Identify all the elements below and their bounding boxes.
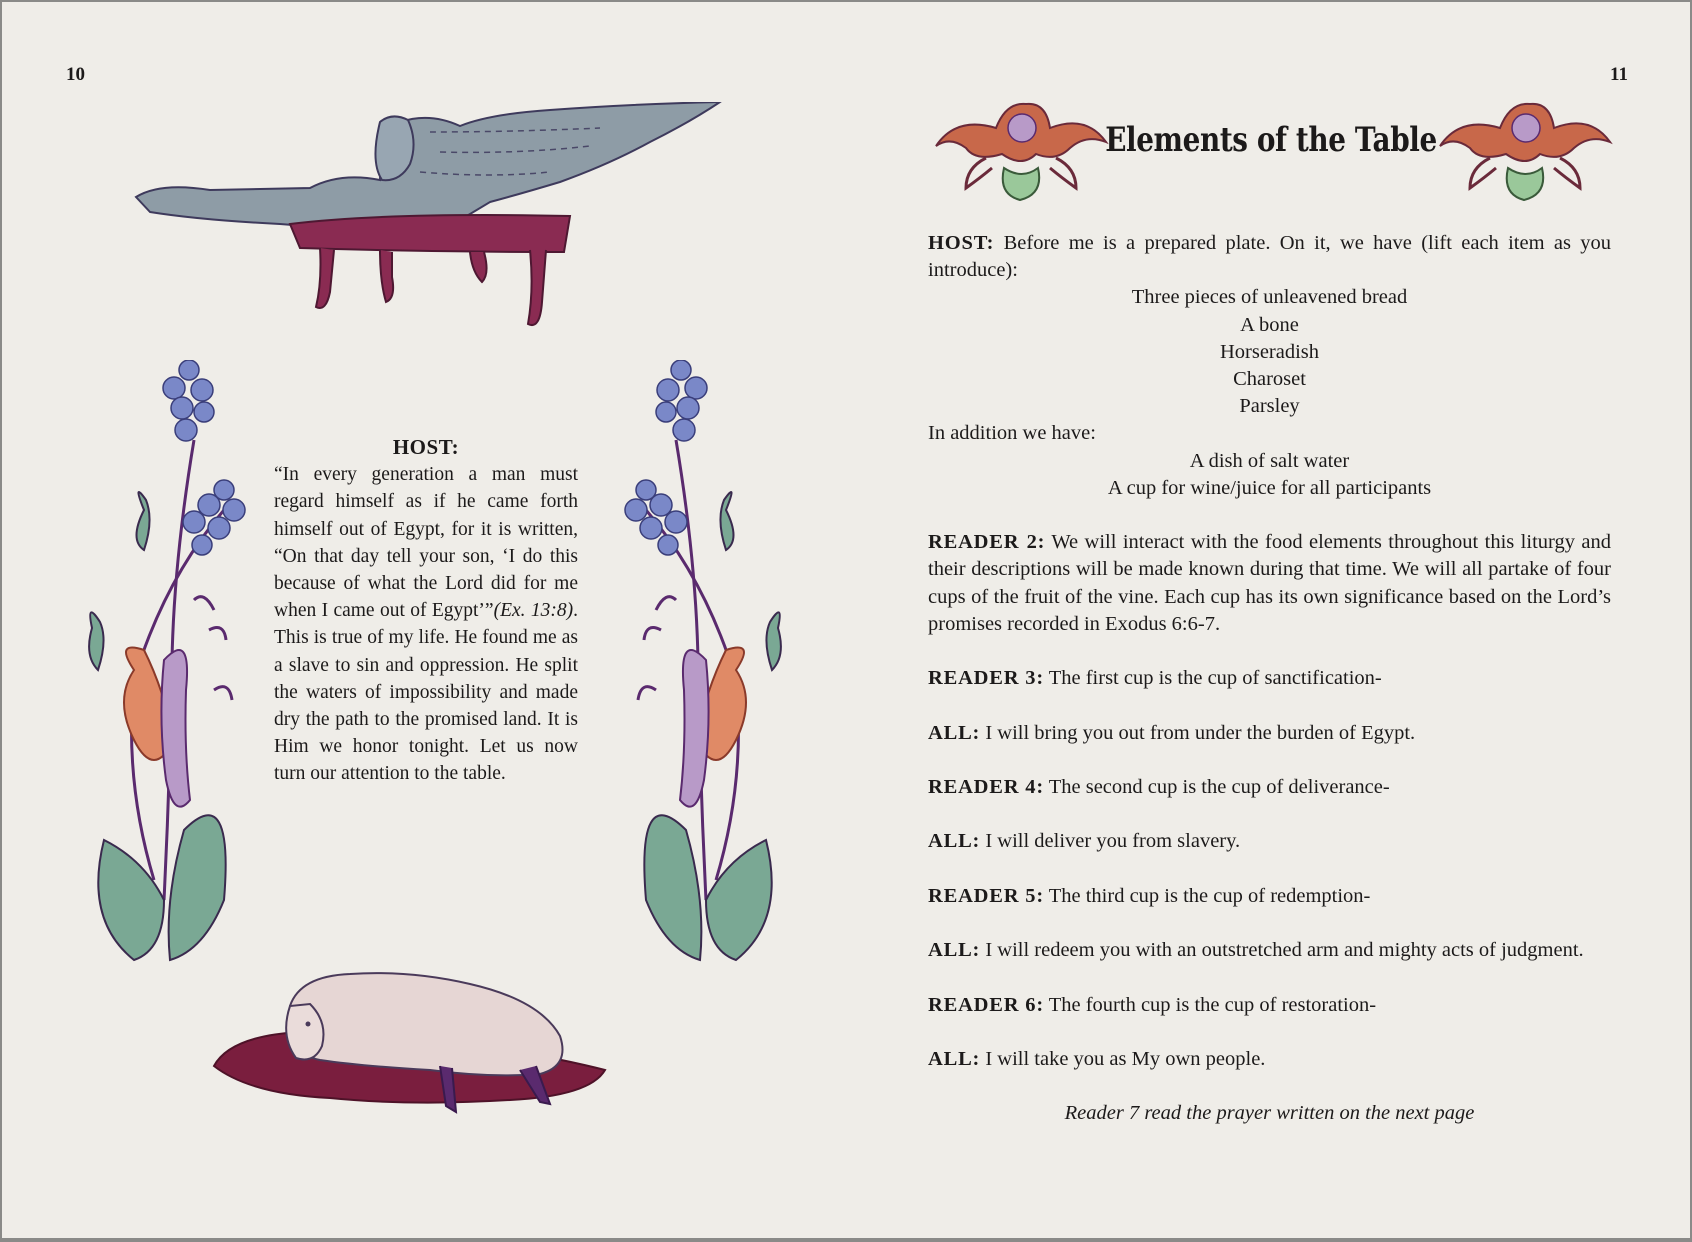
list-item: A bone bbox=[1240, 313, 1299, 336]
reading-reader-3: READER 3: The first cup is the cup of sanctification- bbox=[928, 667, 1382, 690]
host-heading: HOST: bbox=[392, 435, 460, 459]
book-spread bbox=[2, 2, 1690, 1238]
reading-all-3: ALL: I will redeem you with an outstretched arm and mighty acts of judgment. bbox=[928, 939, 1584, 962]
chapter-header bbox=[926, 98, 1616, 208]
host-body bbox=[274, 461, 578, 787]
reading-reader-6: READER 6: The fourth cup is the cup of restoration- bbox=[928, 993, 1377, 1016]
flower-illustration-left bbox=[74, 360, 264, 972]
host-citation: (Ex. 13:8) bbox=[493, 600, 574, 622]
addition-intro: In addition we have: bbox=[928, 422, 1096, 445]
list-item: A dish of salt water bbox=[1189, 449, 1350, 472]
flower-illustration-right bbox=[606, 360, 796, 972]
angel-illustration bbox=[130, 102, 730, 352]
list-item: Parsley bbox=[1239, 395, 1300, 418]
reading-all-2: ALL: I will deliver you from slavery. bbox=[928, 830, 1241, 853]
list-item: Charoset bbox=[1233, 368, 1306, 391]
reading-all-4: ALL: I will take you as My own people. bbox=[928, 1047, 1266, 1070]
host-passage bbox=[274, 434, 578, 788]
host-text-2: . This is true of my life. He found me as a slave to sin and oppression. He split the waters of impossibility and made dry the path to the promised land. It is Him we honor tonight. Let us now turn our attention to the table. bbox=[274, 600, 578, 785]
list-item: A cup for wine/juice for all participants bbox=[1107, 476, 1432, 499]
footer-note: Reader 7 read the prayer written on the next page bbox=[1064, 1102, 1475, 1125]
speaker-label: HOST: bbox=[928, 232, 995, 254]
list-item: Three pieces of unleavened bread bbox=[1131, 286, 1408, 309]
lotus-ornament-icon bbox=[1430, 98, 1616, 208]
reading-reader-4: READER 4: The second cup is the cup of deliverance- bbox=[928, 776, 1390, 798]
plate-items-list bbox=[928, 284, 1611, 420]
reading-reader-5: READER 5: The third cup is the cup of redemption- bbox=[928, 884, 1371, 907]
host-intro: HOST: Before me is a prepared plate. On it, we have (lift each item as you introduce): bbox=[928, 232, 1612, 282]
chapter-title: Elements of the Table bbox=[1105, 120, 1437, 160]
host-text-1: “In every generation a man must regard himself as if he came forth himself out of Egypt, for it is written, “On that day tell your son, ‘I do this because of what the Lord did for me when I came out of Egypt’” bbox=[274, 464, 578, 622]
addition-items-list bbox=[928, 448, 1611, 502]
list-item: Horseradish bbox=[1219, 340, 1320, 363]
page-number-left: 10 bbox=[66, 64, 85, 85]
table-elements-text bbox=[928, 230, 1611, 1128]
lamb-illustration bbox=[210, 966, 640, 1126]
page-number-right: 11 bbox=[1610, 64, 1628, 85]
reading-all-1: ALL: I will bring you out from under the burden of Egypt. bbox=[928, 721, 1416, 744]
reading-reader-2: READER 2: We will interact with the food elements throughout this liturgy and their descriptions will be made known during that time. We will all partake of four cups of the fruit of the vine. Each cup has its own significance based on the Lord’s promises recorded in Exodus 6:6-7. bbox=[928, 531, 1611, 635]
